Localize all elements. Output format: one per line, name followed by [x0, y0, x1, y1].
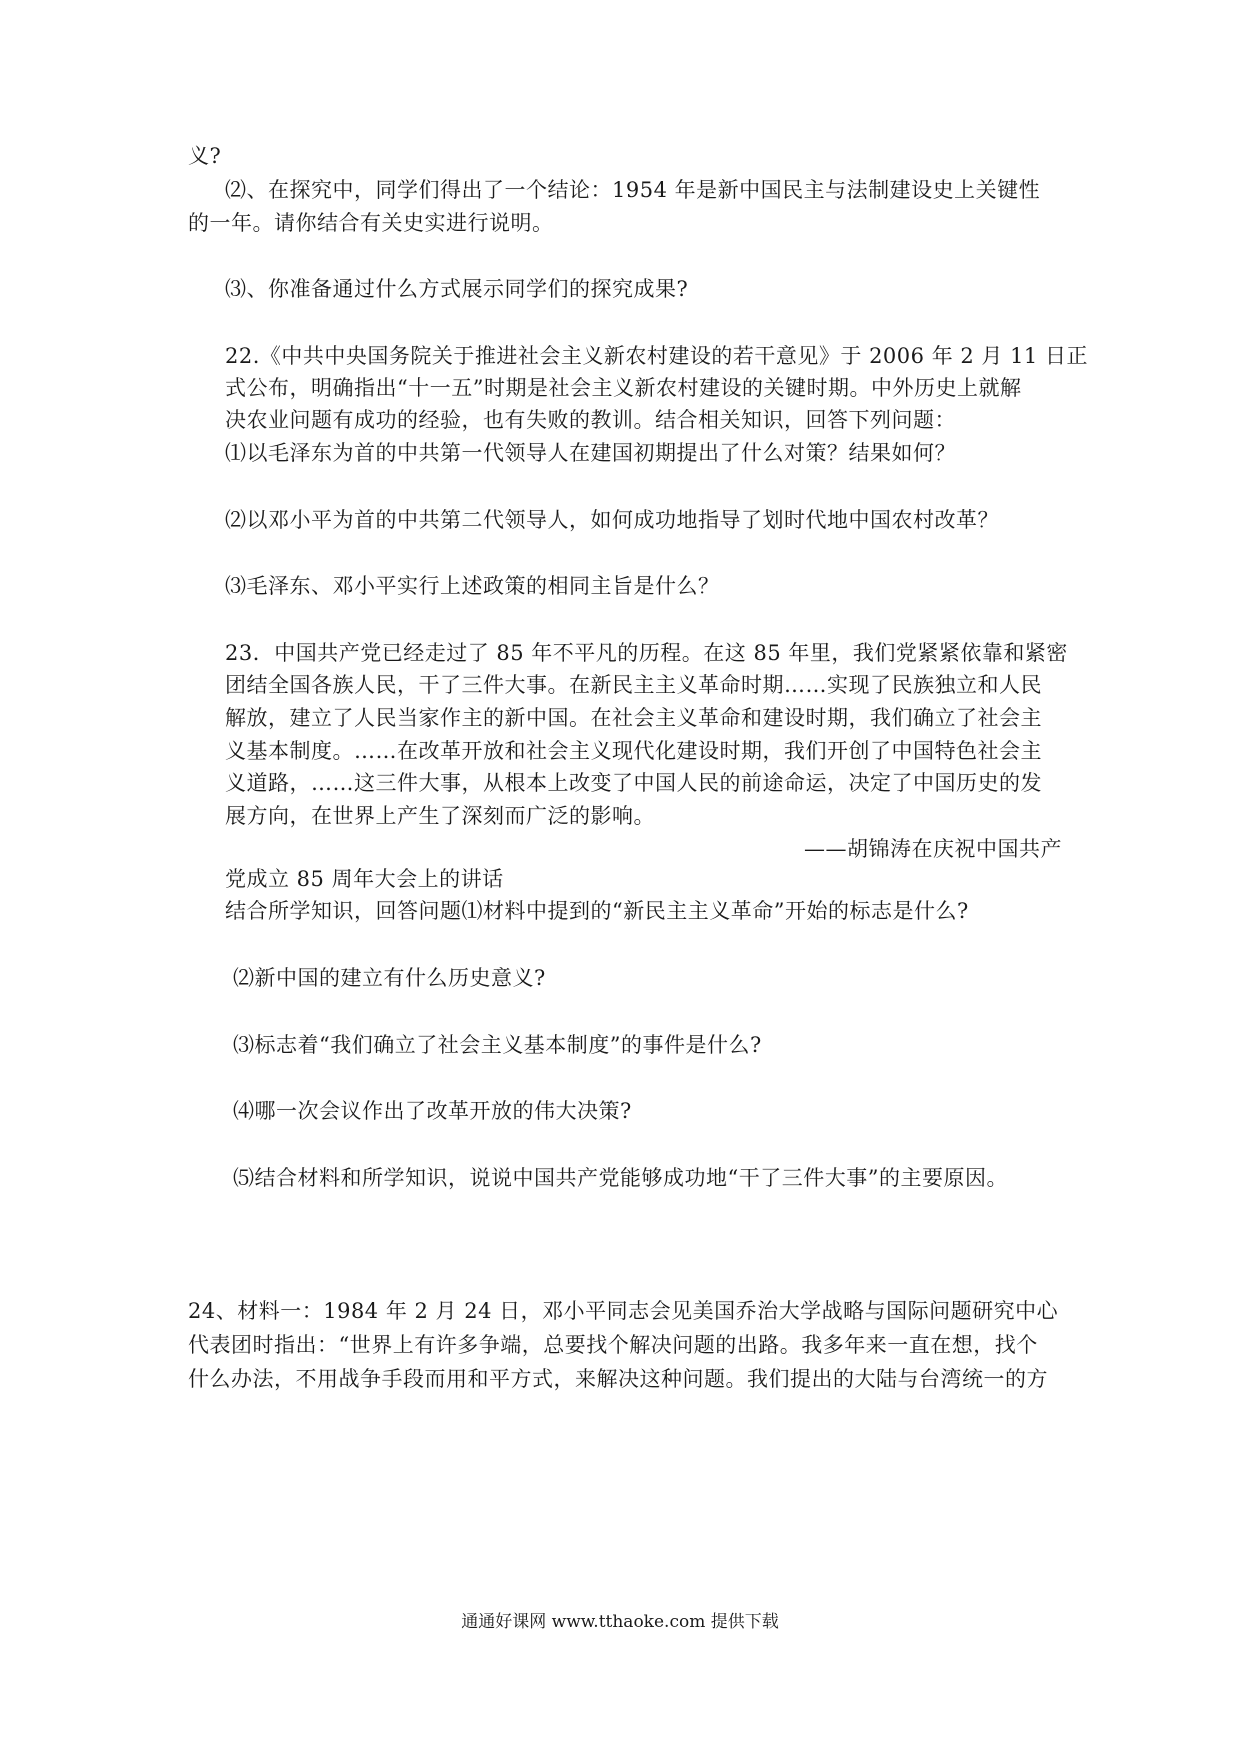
- q23-prompt-sub1: 结合所学知识，回答问题⑴材料中提到的“新民主主义革命”开始的标志是什么?: [225, 899, 969, 923]
- page-footer: 通通好课网 www.tthaoke.com 提供下载: [461, 1612, 779, 1632]
- q23-sub2: ⑵新中国的建立有什么历史意义?: [233, 966, 546, 990]
- q22-line1: 22.《中共中央国务院关于推进社会主义新农村建设的若干意见》于 2006 年 2 月 11 日正: [225, 344, 1088, 368]
- q23-line6: 展方向，在世界上产生了深刻而广泛的影响。: [225, 804, 655, 828]
- q23-line3: 解放，建立了人民当家作主的新中国。在社会主义革命和建设时期，我们确立了社会主: [225, 706, 1042, 730]
- q21-sub3: ⑶、你准备通过什么方式展示同学们的探究成果?: [225, 277, 689, 301]
- q23-line2: 团结全国各族人民，干了三件大事。在新民主主义革命时期……实现了民族独立和人民: [225, 673, 1042, 697]
- q22-line3: 决农业问题有成功的经验，也有失败的教训。结合相关知识，回答下列问题：: [225, 408, 956, 432]
- q21-sub2-line2: 的一年。请你结合有关史实进行说明。: [188, 211, 554, 235]
- q24-line3: 什么办法，不用战争手段而用和平方式，来解决这种问题。我们提出的大陆与台湾统一的方: [188, 1367, 1048, 1391]
- q22-line2: 式公布，明确指出“十一五”时期是社会主义新农村建设的关键时期。中外历史上就解: [225, 376, 1022, 400]
- q23-sub3: ⑶标志着“我们确立了社会主义基本制度”的事件是什么?: [233, 1033, 762, 1057]
- q23-attribution-line2: 党成立 85 周年大会上的讲话: [225, 867, 504, 891]
- q21-sub2-line1: ⑵、在探究中，同学们得出了一个结论：1954 年是新中国民主与法制建设史上关键性: [225, 178, 1041, 202]
- q24-line2: 代表团时指出：“世界上有许多争端，总要找个解决问题的出路。我多年来一直在想，找个: [188, 1333, 1038, 1357]
- q23-line5: 义道路，……这三件大事，从根本上改变了中国人民的前途命运，决定了中国历史的发: [225, 771, 1042, 795]
- q23-attribution-line1: ——胡锦涛在庆祝中国共产: [804, 837, 1062, 861]
- q23-line1: 23．中国共产党已经走过了 85 年不平凡的历程。在这 85 年里，我们党紧紧依靠和紧密: [225, 641, 1068, 665]
- q24-line1: 24、材料一：1984 年 2 月 24 日，邓小平同志会见美国乔治大学战略与国际问题研究中心: [188, 1299, 1059, 1323]
- q21-prev-line-end: 义?: [188, 144, 222, 168]
- q22-sub3: ⑶毛泽东、邓小平实行上述政策的相同主旨是什么？: [225, 574, 720, 598]
- q23-sub5: ⑸结合材料和所学知识，说说中国共产党能够成功地“干了三件大事”的主要原因。: [233, 1166, 1008, 1190]
- q22-sub1: ⑴以毛泽东为首的中共第一代领导人在建国初期提出了什么对策？结果如何？: [225, 441, 956, 465]
- q22-sub2: ⑵以邓小平为首的中共第二代领导人，如何成功地指导了划时代地中国农村改革？: [225, 508, 999, 532]
- q23-sub4: ⑷哪一次会议作出了改革开放的伟大决策?: [233, 1099, 632, 1123]
- q23-line4: 义基本制度。……在改革开放和社会主义现代化建设时期，我们开创了中国特色社会主: [225, 739, 1042, 763]
